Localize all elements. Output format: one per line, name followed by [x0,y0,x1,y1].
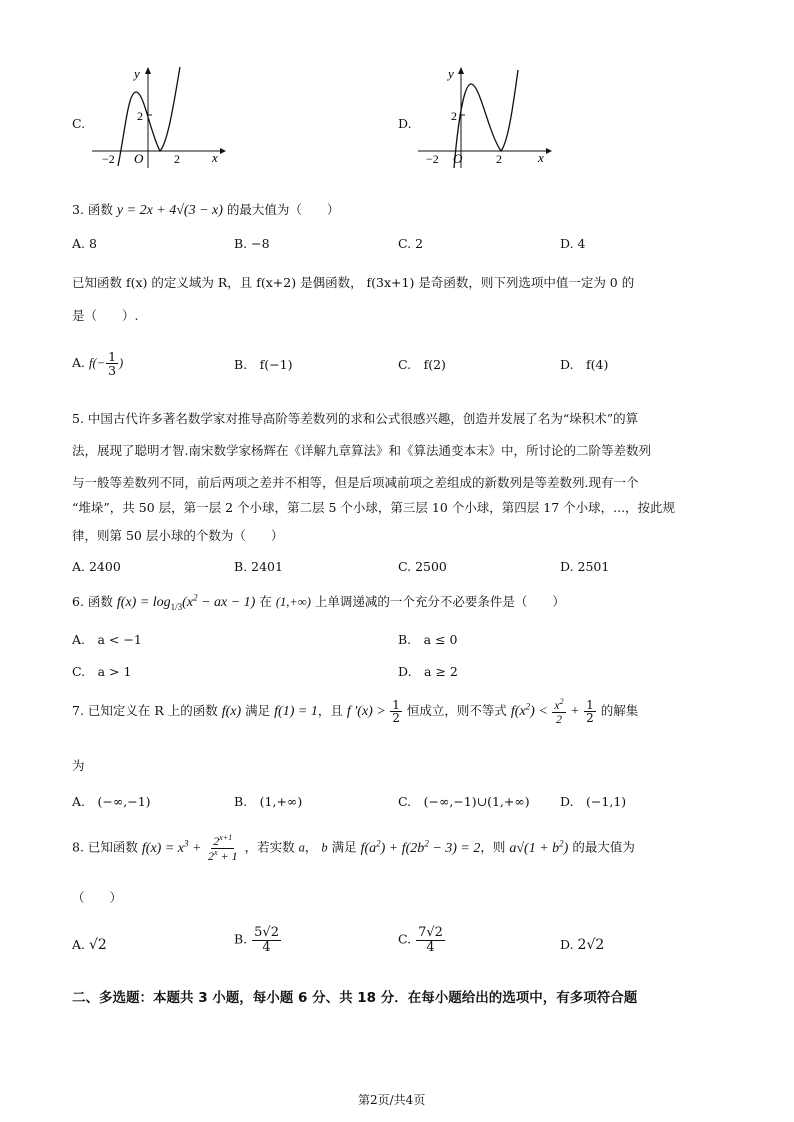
question-5-line-2: 法，展现了聪明才智.南宋数学家杨辉在《详解九章算法》和《算法通变本末》中，所讨论的二阶等差数列 [72,443,651,458]
question-5-line-1: 5. 中国古代许多著名数学家对推导高阶等差数列的求和公式很感兴趣，创造并发展了名为“垛积术”的算 [72,411,639,426]
question-6-stem: 6. 函数 $f(x) = \log_{1/3}(x^2$ − ax − 1) 在 (1,+∞) 上单调递减的一个充分不必要条件是（ ） [72,592,565,612]
question-8-line-2: （ ） [72,890,123,905]
q6-option-d: D. a ≥ 2 [398,664,458,679]
q7-option-d: D. (−1,1) [560,794,627,809]
q6-option-c: C. a > 1 [72,664,132,679]
q8-option-a: A. √2 [72,937,107,953]
graph-d-x-label: x [538,150,544,165]
q6-function-expression: $f(x) = \log_{1/3}(x^2$ − ax − 1) [116,592,256,612]
graph-c-x-label: x [212,150,218,165]
page-footer: 第2页/共4页 [358,1093,426,1107]
q4-option-c: C. f(2) [398,357,446,372]
q6-option-a: A. a < −1 [72,632,142,647]
q4-option-b: B. f(−1) [234,357,293,372]
graph-c-x-negtwo: −2 [102,152,115,166]
q8-option-c: C. $\frac{7√2}{4}$ [398,925,443,955]
q4-option-d: D. f(4) [560,357,609,372]
graph-d-y-two: 2 [451,109,457,123]
question-7-stem: 7. 已知定义在 R 上的函数 f(x) 满足 f(1) = 1，且 f ′(x) > $\frac{1}{2}$ 恒成立，则不等式 $f(x^2)$ < $\frac{x^2}{2}$ + $\frac{1}{2}$ 的解集 [72,697,639,726]
q7-option-c: C. (−∞,−1)∪(1,+∞) [398,794,530,809]
graph-c-x-two: 2 [174,152,180,166]
graph-c-y-two: 2 [137,109,143,123]
question-5-line-4: “堆垛”，共 50 层，第一层 2 个小球，第二层 5 个小球，第三层 10 个小球，第四层 17 个小球，...，按此规 [72,500,676,515]
graph-option-d [416,62,556,172]
question-5-line-5: 律，则第 50 层小球的个数为（ ） [72,528,284,543]
q3-text-a: 函数 [87,202,113,217]
question-4-line-1: 已知函数 f(x) 的定义域为 R，且 f(x+2) 是偶函数， f(3x+1) 是奇函数，则下列选项中值一定为 0 的 [72,275,635,290]
graph-d-origin: O [453,151,463,166]
q6-interval: (1,+∞) [275,595,311,609]
question-7-line-2: 为 [72,758,85,773]
question-8-stem: 8. 已知函数 $f(x) = x^3$ + $\frac{2^{x+1}}{2^x + 1}$ ，若实数 a， b 满足 $f(a^2) + f(2b^2 - 3) = 2$，则 $a√(1 + b^2)$ 的最大值为 [72,833,635,863]
graph-c-origin: O [134,151,144,166]
question-5-line-3: 与一般等差数列不同，前后两项之差并不相等，但是后项减前项之差组成的新数列是等差数列.现有一个 [72,475,639,490]
graph-c-y-label: y [134,66,140,81]
q8-option-d: D. 2√2 [560,937,605,953]
q3-option-d: D. 4 [560,236,586,251]
q6-option-b: B. a ≤ 0 [398,632,458,647]
q3-option-c: C. 2 [398,236,424,251]
graph-d-y-label: y [448,66,454,81]
q3-option-b: B. −8 [234,236,270,251]
option-d-label: D. [398,116,412,131]
q3-number: 3. [72,202,84,217]
q3-expression: y = 2x + 4√(3 − x) [116,203,223,218]
q4-option-a: A. f(− $\frac{1}{3}$ ) [72,349,124,379]
q4-option-a-denominator: 3 [108,363,117,379]
graph-d-x-two: 2 [496,152,502,166]
q7-option-b: B. (1,+∞) [234,794,303,809]
graph-d-x-negtwo: −2 [426,152,439,166]
q4-option-a-numerator: 1 [108,349,117,364]
q8-option-b: B. $\frac{5√2}{4}$ [234,925,279,955]
graph-option-c [90,62,230,172]
option-c-label: C. [72,116,86,131]
question-4-line-2: 是（ ）. [72,308,139,323]
q5-option-a: A. 2400 [72,559,121,574]
q7-option-a: A. (−∞,−1) [72,794,151,809]
q3-option-a: A. 8 [72,236,97,251]
section-2-heading: 二、多选题：本题共 3 小题，每小题 6 分、共 18 分．在每小题给出的选项中，有多项符合题 [72,990,638,1006]
q5-option-c: C. 2500 [398,559,447,574]
q5-option-b: B. 2401 [234,559,283,574]
q5-option-d: D. 2501 [560,559,610,574]
q3-text-b: 的最大值为（ ） [226,202,340,217]
question-3-stem [72,200,339,219]
